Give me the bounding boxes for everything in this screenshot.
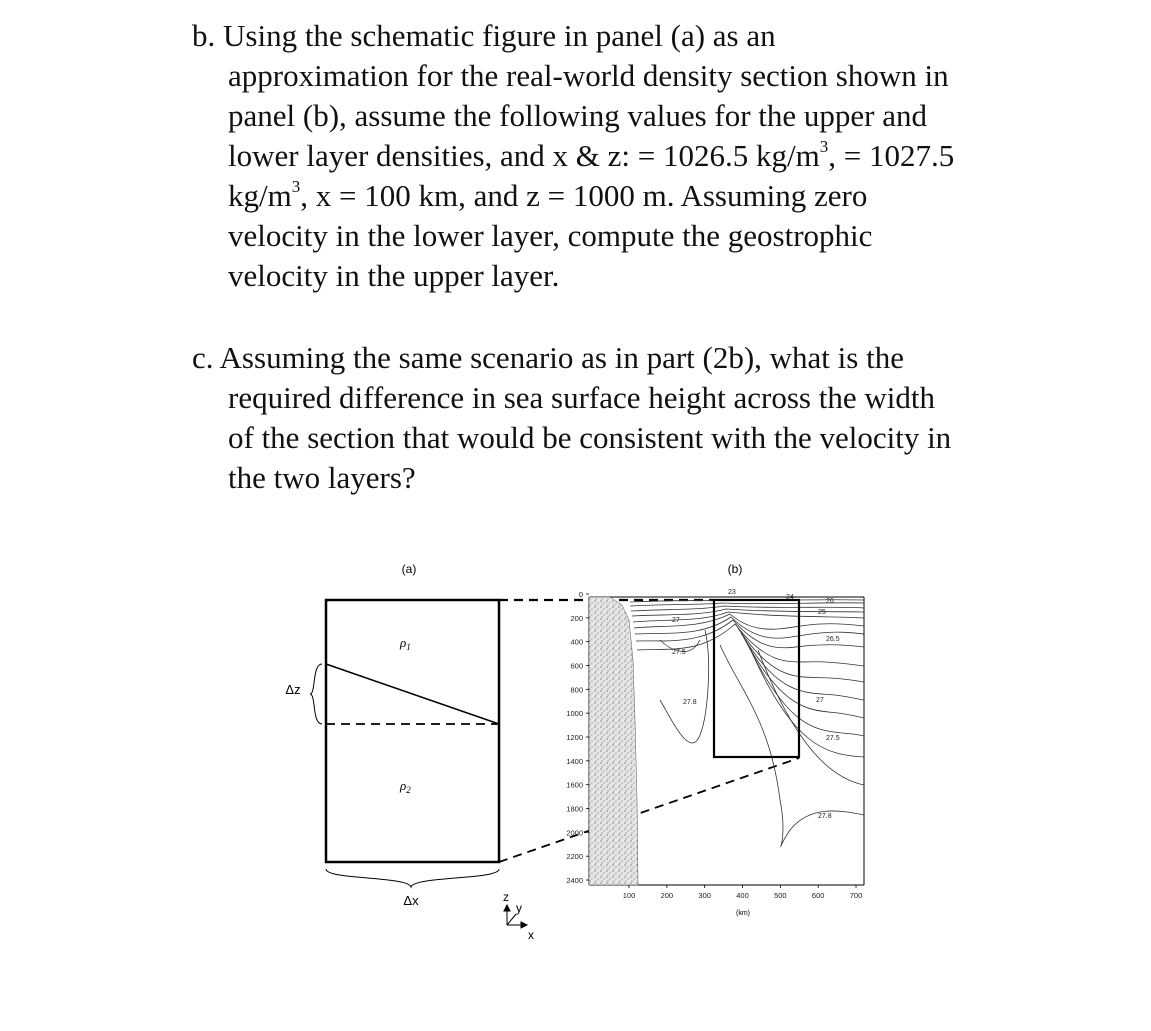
distance-tick-label: 200 [660, 891, 674, 900]
depth-tick-label: 1600 [566, 780, 583, 790]
distance-tick-label: 600 [811, 891, 825, 900]
depth-tick-label: 600 [570, 661, 583, 671]
distance-tick-label: 500 [774, 891, 787, 900]
depth-tick-label: 2200 [566, 852, 583, 862]
question-c-line-1: c. Assuming the same scenario as in part (2b), what is the [192, 340, 904, 375]
contour-label: 23 [728, 589, 736, 596]
distance-unit-label: (km) [736, 910, 750, 917]
contour-label: 27.8 [818, 813, 832, 820]
axis-x-label: x [528, 928, 534, 942]
question-b-line-4: lower layer densities, and x & z: = 1026.5 $kg/m^3$, = 1027.5 [228, 137, 955, 173]
rho2-label: $\rho_2$ [400, 778, 411, 795]
contour-label: 26.5 [826, 636, 840, 643]
contour-label: 27 [816, 697, 824, 704]
panel-a [285, 562, 534, 942]
depth-tick-label: 2400 [566, 876, 583, 885]
question-c-line-3: of the section that would be consistent with the velocity in [228, 420, 952, 455]
axis-y-label: y [516, 901, 522, 915]
contour-label: 24 [786, 594, 794, 601]
depth-tick-label: 1800 [566, 804, 583, 814]
contour-label: 27.5 [672, 649, 686, 656]
panel-a-label: (a) [401, 562, 417, 576]
depth-tick-label: 2000 [566, 828, 583, 838]
question-b-line-6: velocity in the lower layer, compute the geostrophic [228, 218, 873, 253]
contour-label: 27.5 [826, 735, 840, 742]
depth-tick-label: 400 [570, 637, 583, 647]
depth-tick-label: 0 [578, 590, 583, 599]
distance-tick-label: 400 [736, 891, 749, 900]
question-b-line-1: b. Using the schematic figure in panel (a) as an [192, 18, 776, 53]
panel-b [566, 562, 864, 917]
connector-bottom [499, 758, 799, 862]
question-c-line-2: required difference in sea surface height across the width [228, 380, 935, 415]
panel-b-label: (b) [727, 562, 743, 576]
highlight-box [714, 600, 799, 757]
question-b-line-5: $kg/m^3$, x = 100 km, and z = 1000 m. Assuming zero [228, 177, 868, 213]
depth-tick-label: 1200 [566, 733, 583, 742]
distance-tick-label: 700 [849, 891, 863, 900]
depth-tick-label: 1400 [566, 756, 583, 766]
dx-label: Δx [403, 893, 419, 908]
axis-z-label: z [503, 890, 509, 904]
sloping-interface [326, 664, 499, 724]
depth-tick-group [566, 590, 589, 885]
dz-label: Δz [285, 682, 301, 697]
question-c-line-4: the two layers? [228, 460, 416, 495]
dz-brace [310, 664, 322, 724]
question-b-line-3: panel (b), assume the following values for the upper and [228, 98, 928, 133]
question-b-line-7: velocity in the upper layer. [228, 258, 560, 293]
distance-tick-label: 300 [698, 891, 711, 900]
contour-label: 27.8 [683, 699, 697, 706]
question-b-line-2: approximation for the real-world density section shown in [228, 58, 949, 93]
distance-tick-group [623, 885, 863, 900]
distance-tick-label: 100 [622, 891, 636, 900]
contour-label: 25 [818, 609, 826, 616]
dx-brace [326, 869, 499, 887]
panel-a-box [326, 600, 499, 862]
continental-slope [589, 597, 638, 885]
contour-label: 27 [672, 617, 680, 624]
contour-label: 26 [826, 598, 834, 605]
rho1-label: $\rho_1$ [400, 635, 411, 652]
depth-tick-label: 1000 [566, 709, 583, 719]
depth-tick-label: 200 [570, 613, 583, 623]
depth-tick-label: 800 [570, 685, 583, 695]
